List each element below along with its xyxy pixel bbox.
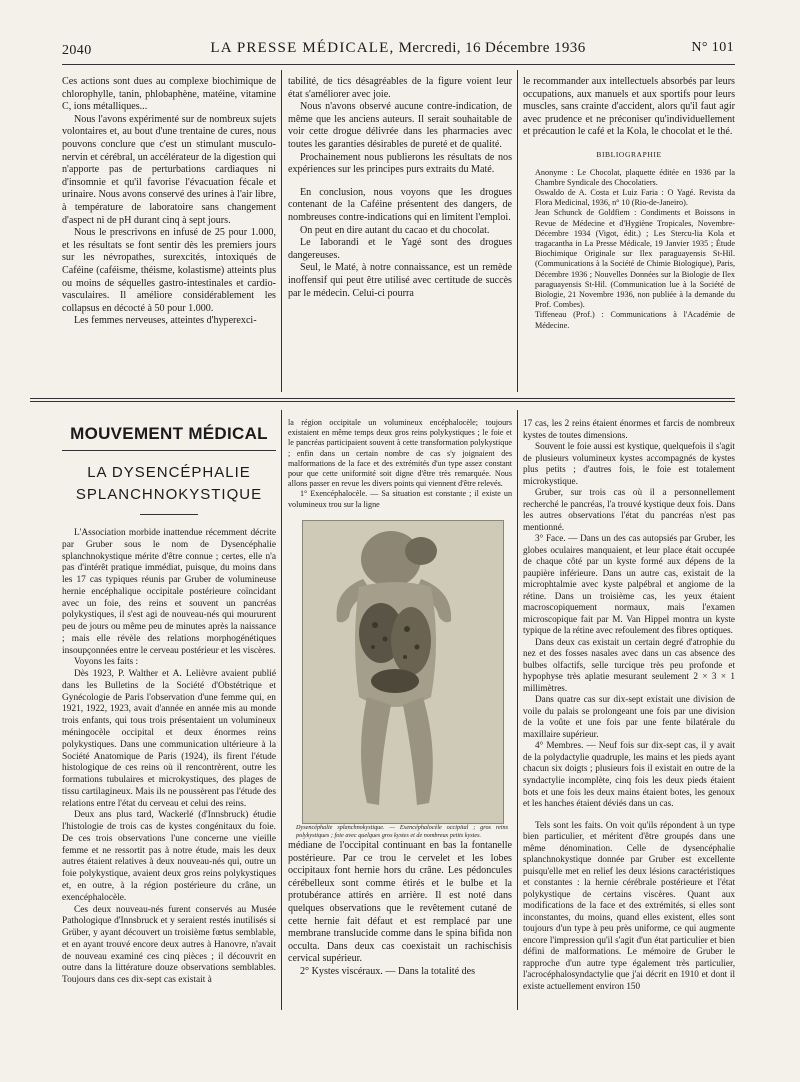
paragraph: Ces actions sont dues au complexe biochimique de chlorophylle, tanin, phlobaphène, matéine, vitamine C, ions métalliques... [62, 76, 276, 113]
bottom-column-3 [523, 418, 735, 992]
paragraph: Dans deux cas existait un certain degré d'atrophie du nez et des fosses nasales avec dans un cas absence des bulbes olfactifs, selle turcique très peu profonde et hypophyse très aplatie mesurant seulement 2 × 3 × 1 millimètres. [523, 636, 735, 693]
top-column-2 [288, 76, 512, 300]
column-divider [281, 410, 282, 1010]
bibliography-heading: BIBLIOGRAPHIE [596, 149, 662, 159]
paragraph: 17 cas, les 2 reins étaient énormes et farcis de nombreux kystes de toutes dimensions. [523, 418, 735, 440]
article-title [62, 462, 276, 506]
paragraph: Tels sont les faits. On voit qu'ils répondent à un type bien particulier, et méritent d'être groupés dans une même dénomination. Celle de dysencéphalie splanchnokystique donnée par Gruber est excellente puisqu'elle met en relief les deux lésions caractéristiques et constantes : la hernie cérébrale postérieure et l'état polykystique de certains viscères. Quant aux modifications de la face et des extrémités, si elles sont inconstantes, du moins, quand elles existent, elles sont toujours d'un type à peu près uniforme, ce qui augmente encore l'impression qu'il s'agit d'un état particulier et bien défini de malformations. Le mémoire de Gruber le rapproche d'un autre type également très particulier, l'acrocéphalosyndactylie que j'ai décrit en 1910 et dont il existe actuellement environ 150 [523, 819, 735, 991]
section-title: MOUVEMENT MÉDICAL [70, 424, 268, 443]
paragraph: médiane de l'occipital continuant en bas la fontanelle postérieure. Par ce trou le cervelet et les lobes occipitaux font hernie hors du crâne. Les pédoncules cérébelleux sont comme étirés et le bulbe et la protubérance attirés en arrière. Il est noté dans quelques observations que le revêtement cutané de cette hernie fait défaut et est remplacé par une membrane translucide comme dans le spina bifida non occulta. Dans deux cas coexistait un rachischisis cervical supérieur. [288, 840, 512, 965]
column-divider [517, 410, 518, 1010]
paragraph: 2° Kystes viscéraux. — Dans la totalité des [300, 965, 476, 977]
paragraph: Deux ans plus tard, Wackerlé (d'Innsbruck) étudie l'histologie de trois cas de kystes congénitaux du foie. De ces trois observations l'une concerne une vieille femme et ne ressortit pas à notre étude, mais les deux autres étaient relatives à deux nouveau-nés qui, outre un foie polykystique, avaient deux gros reins polykystiques et, en outre, à la région postérieure du crâne, un exencéphalocèle. [62, 810, 276, 903]
top-column-1 [62, 76, 276, 328]
paragraph: Nous n'avons observé aucune contre-indication, de même que les anciens auteurs. Il serait souhaitable de voir cette drogue délivrée dans les pharmacies avec toutes les garanties désirables de pureté et de qualité. [288, 101, 512, 150]
bibliography-entry: Jean Schunck de Goldfiem : Condiments et Boissons in Revue de Médecine et d'Hygiène Tropicales, Novembre-Décembre 1934 (Vigot, édit.) ; Les Stercu-lia Kola et tragacantha in La Presse Médicale, 19 Janvier 1935 ; Étude Biochimique Originale sur Ilex paraguayensis St-Hil. (Communications à la Société de Chimie Biologique), Paris, Décembre 1936 ; Nouvelles Données sur la Biologie de Ilex paraguayensis St-Hil. (Communication lue à la Société de Biologie, 21 Novembre 1936, non publiée à la demande du Prof. Combes). [535, 208, 735, 310]
paragraph: Dans quatre cas sur dix-sept existait une division de voile du palais se prolongeant une fois par une division de la voûte et une fois par une fente bilatérale du maxillaire supérieur. [523, 694, 735, 739]
paragraph: tabilité, de tics désagréables de la figure voient leur état s'améliorer avec joie. [288, 76, 512, 100]
paragraph: la région occipitale un volumineux encéphalocèle; toujours existaient en même temps deux gros reins polykystiques ; le foie et le pancréas participaient souvent à cette transformation polykystique ; enfin dans un certain nombre de cas s'y joignaient des malformations de la face et des extrémités d'un type assez constant pour que cette uniformité soit digne d'être très remarquée. Nous allons passer en revue les divers points qui viennent d'être relevés. [288, 418, 512, 489]
infant-specimen-illustration [303, 521, 503, 823]
section-rule [30, 401, 735, 402]
paragraph: le recommander aux intellectuels absorbés par leurs occupations, aux manuels et aux sportifs pour leurs muscles, sans crainte d'accident, alors qu'il faut agir avec prudence et ne préconiser qu'individuellement et précaution le café et la Kola, le chocolat et le thé. [523, 76, 735, 138]
paragraph: Voyons les faits : [74, 657, 139, 668]
anatomical-photograph [302, 520, 504, 824]
paragraph: En conclusion, nous voyons que les drogues contenant de la Caféine présentent des dangers, de nombreuses contre-indications qui en limitent l'emploi. [288, 186, 512, 223]
paragraph: 1° Exencéphalocèle. — Sa situation est constante ; il existe un volumineux trou sur la ligne [288, 489, 512, 509]
figure-caption: Dysencéphalie splanchnokystique. — Exencéphalocèle occipital ; gros reins polykystiques ; foie avec quelques gros kystes et de nombreux petits kystes. [296, 824, 508, 839]
header-rule [62, 64, 735, 65]
paragraph: On peut en dire autant du cacao et du chocolat. [300, 224, 490, 236]
paragraph: Gruber, sur trois cas où il a personnellement recherché le pancréas, l'a trouvé kystique deux fois. Dans les autres observations l'état du pancréas n'est pas mentionné. [523, 487, 735, 532]
bibliography-entry: Oswaldo de A. Costa et Luiz Faria : O Yagé. Revista da Flora Medicinal, 1936, n° 10 (Rio-de-Janeiro). [535, 187, 735, 208]
column-divider [517, 70, 518, 392]
paragraph: Prochainement nous publierons les résultats de nos expériences sur les principes purs extraits du Maté. [288, 151, 512, 176]
issue-date: Mercredi, 16 Décembre 1936 [398, 40, 586, 56]
bottom-column-2-top [288, 418, 512, 510]
bottom-column-1 [62, 528, 276, 987]
paragraph: Nous le prescrivons en infusé de 25 pour 1.000, et les résultats se font sentir dès les premiers jours sur les névropathes, surexcités, intoxiqués de Caféine (caféisme, théisme, kolastisme) atteints plus ou moins de séquelles gastro-intestinales et cardio-vasculaires. Il améliore considérablement les collapsus en décocté à 50 pour 1.000. [62, 227, 276, 314]
paragraph: 3° Face. — Dans un des cas autopsiés par Gruber, les globes oculaires manquaient, et leur place était occupée de chaque côté par un kyste formé aux dépens de la paupière inférieure. Dans un autre cas, existait de la microphtalmie avec kyste palpébral et angiome de la rétine. Dans un troisième cas, les yeux étaient macroscopiquement normaux, mais l'examen microscopique fait par M. Van Hippel montra un kyste typique de la rétine avec refoulement des fibres optiques. [523, 533, 735, 636]
column-divider [281, 70, 282, 392]
paragraph: Le Iaborandi et le Yagé sont des drogues dangereuses. [288, 237, 512, 261]
journal-title [62, 40, 734, 57]
paragraph: Seul, le Maté, à notre connaissance, est un remède inoffensif qui peut être utilisé avec certitude de succès par le médecin. Celui-ci pourra [288, 262, 512, 299]
bibliography-entry: Anonyme : Le Chocolat, plaquette éditée en 1936 par la Chambre Syndicale des Chocolatiers. [535, 167, 735, 187]
article-title-line: SPLANCHNOKYSTIQUE [75, 486, 263, 503]
issue-number: N° 101 [691, 40, 734, 55]
title-rule [140, 514, 198, 515]
top-column-3 [523, 76, 735, 331]
paragraph: 4° Membres. — Neuf fois sur dix-sept cas, il y avait de la polydactylie quadruple, les mains et les pieds ayant chacun six doigts ; plusieurs fois il existait en outre de la syndactylie incomplète, cinq fois les deux pieds étaient bots et une fois les deux mains étaient botes, les genoux et les hanches étaient déviés dans un cas. [523, 740, 735, 809]
page-header [62, 40, 734, 62]
page-number: 2040 [62, 43, 92, 58]
bibliography-entry: Tiffeneau (Prof.) : Communications à l'Académie de Médecine. [535, 310, 735, 330]
article-title-line: LA DYSENCÉPHALIE [87, 464, 251, 481]
bottom-column-2-bottom [288, 840, 512, 979]
paragraph: Dès 1923, P. Walther et A. Lelièvre avaient publié dans les Bulletins de la Société d'Obstétrique et Gynécologie de Paris l'observation d'une femme qui, en 1921, 1922, 1923, avait d'année en année mis au monde trois enfants, qui tous trois présentaient un volumineux méningocèle occipital et deux énormes reins polykystiques. Dans une communication ultérieure à la Société Anatomique de Paris (1924), ils firent l'étude histologique de ces reins où il rencontrèrent, outre les formations tubulaires et microkystiques, des plages de tissu cartilagineux. Mais ils ne poussèrent pas l'étude des relations entre l'état du cerveau et celui des reins. [62, 669, 276, 809]
paragraph: L'Association morbide inattendue récemment décrite par Gruber sous le nom de Dysencéphalie splanchnokystique mérite d'être connue ; certes, elle n'a pas d'intérêt pratique immédiat, puisque, du moins dans les 17 cas typiques réunis par Gruber de volumineuse hernie encéphalique occipitale postérieure coïncidant avec un foie, des reins et souvent un pancréas polykystiques, il s'est agi de nouveau-nés qui moururent peu de jours ou même peu de minutes après la naissance ; mais elle révèle des relations morphogénétiques insoupçonnées entre le cerveau postérieur et les viscères. [62, 528, 276, 656]
paragraph: Les femmes nerveuses, atteintes d'hyperexci- [74, 315, 257, 327]
paragraph: Ces deux nouveau-nés furent conservés au Musée Pathologique d'Innsbruck et y seraient restés inutilisés si Grüber, y ayant découvert un troisième fœtus semblable, et en ayant trouvé encore deux autres à Hanovre, n'avait de nouveau examiné ces cinq pièces ; il découvrit en outre dans la littérature douze observations semblables. Toujours dans ces dix-sept cas existait à [62, 904, 276, 986]
paragraph: Souvent le foie aussi est kystique, quelquefois il s'agit de plusieurs volumineux kystes accompagnés de kystes plus petits ; d'autres fois, le foie est totalement microkystique. [523, 441, 735, 486]
journal-name: LA PRESSE MÉDICALE, [210, 40, 395, 56]
title-rule [62, 450, 276, 451]
section-rule [30, 398, 735, 399]
paragraph: Nous l'avons expérimenté sur de nombreux sujets volontaires et, au bout d'une trentaine de cures, nous pouvons conclure que c'est un stimulant musculo-nervin et cérébral, un accélérateur de la digestion qui n'apporte pas de perturbations cardiaques ni d'insomnie et qu'il favorise l'évacuation fécale et urinaire. Nous avons conservé des urines à l'air libre, à température de laboratoire sans changement d'aspect ni de pH durant cinq à sept jours. [62, 113, 276, 226]
